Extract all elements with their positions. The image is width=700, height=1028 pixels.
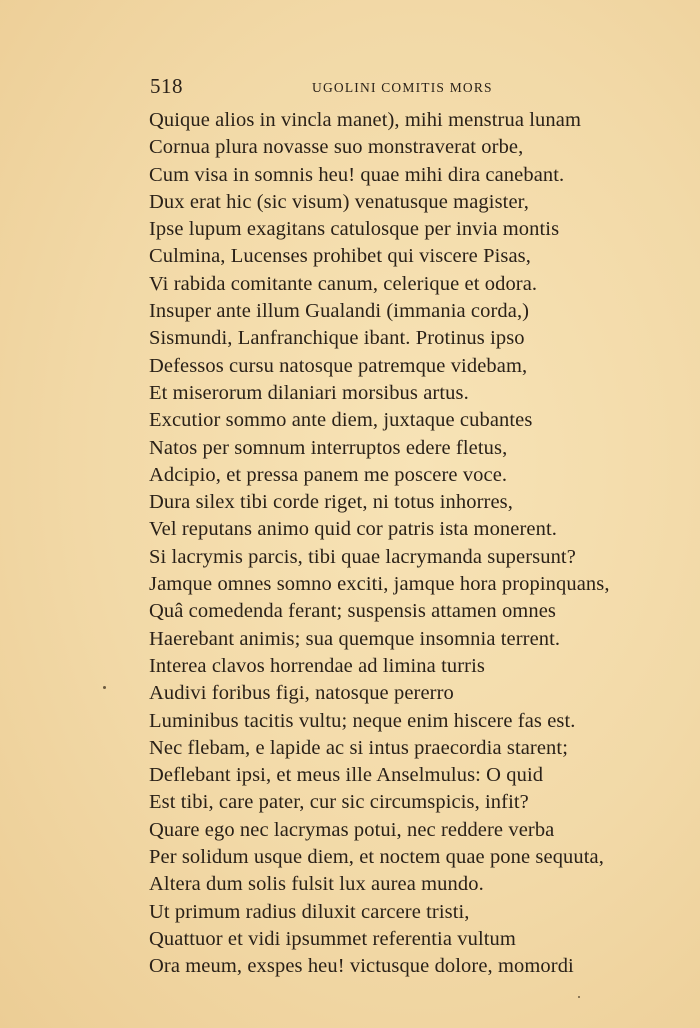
verse-line: Haerebant animis; sua quemque insomnia terrent.: [149, 627, 561, 650]
verse-line: Defessos cursu natosque patremque videbam,: [149, 354, 528, 377]
verse-line: Vi rabida comitante canum, celerique et odora.: [149, 272, 538, 295]
verse-line: Culmina, Lucenses prohibet qui viscere Pisas,: [149, 245, 531, 268]
running-title: UGOLINI COMITIS MORS: [312, 80, 493, 95]
verse-line: Altera dum solis fulsit lux aurea mundo.: [149, 873, 484, 896]
verse-line: Quare ego nec lacrymas potui, nec reddere verba: [149, 818, 555, 841]
verse-line: Per solidum usque diem, et noctem quae pone sequuta,: [149, 846, 604, 869]
verse-line: Luminibus tacitis vultu; neque enim hiscere fas est.: [149, 709, 576, 732]
verse-line: Ipse lupum exagitans catulosque per invia montis: [149, 218, 560, 241]
verse-line: Insuper ante illum Gualandi (immania corda,): [149, 300, 530, 323]
verse-line: Quattuor et vidi ipsummet referentia vultum: [149, 927, 516, 950]
verse-line: Excutior sommo ante diem, juxtaque cubantes: [149, 409, 533, 432]
verse-line: Si lacrymis parcis, tibi quae lacrymanda supersunt?: [149, 545, 576, 568]
paper-speck: [103, 686, 106, 689]
verse-line: Sismundi, Lanfranchique ibant. Protinus ipso: [149, 327, 525, 350]
verse-line: Dux erat hic (sic visum) venatusque magister,: [149, 190, 529, 213]
verse-line: Ora meum, exspes heu! victusque dolore, momordi: [149, 955, 574, 978]
verse-line: Cornua plura novasse suo monstraverat orbe,: [149, 136, 524, 159]
page-header: [150, 74, 620, 102]
verse-line: Ut primum radius diluxit carcere tristi,: [149, 900, 470, 923]
verse-line: Adcipio, et pressa panem me poscere voce.: [149, 463, 508, 486]
verse-line: Et miserorum dilaniari morsibus artus.: [149, 381, 469, 404]
verse-line: Nec flebam, e lapide ac si intus praecordia starent;: [149, 736, 569, 759]
verse-line: Natos per somnum interruptos edere fletus,: [149, 436, 508, 459]
verse-line: Quâ comedenda ferant; suspensis attamen omnes: [149, 600, 556, 623]
verse-line: Audivi foribus figi, natosque pererro: [149, 682, 454, 705]
verse-line: Cum visa in somnis heu! quae mihi dira canebant.: [149, 163, 565, 186]
verse-line: Dura silex tibi corde riget, ni totus inhorres,: [149, 491, 513, 514]
verse-line: Est tibi, care pater, cur sic circumspicis, infit?: [149, 791, 529, 814]
verse-line: Interea clavos horrendae ad limina turris: [149, 654, 485, 677]
paper-speck: [578, 996, 580, 998]
page-number: 518: [150, 74, 183, 98]
verse-line: Jamque omnes somno exciti, jamque hora propinquans,: [149, 573, 610, 596]
verse-block: [149, 107, 649, 981]
verse-line: Vel reputans animo quid cor patris ista monerent.: [149, 518, 557, 541]
verse-line: Deflebant ipsi, et meus ille Anselmulus: O quid: [149, 764, 544, 787]
verse-line: Quique alios in vincla manet), mihi menstrua lunam: [149, 109, 581, 131]
